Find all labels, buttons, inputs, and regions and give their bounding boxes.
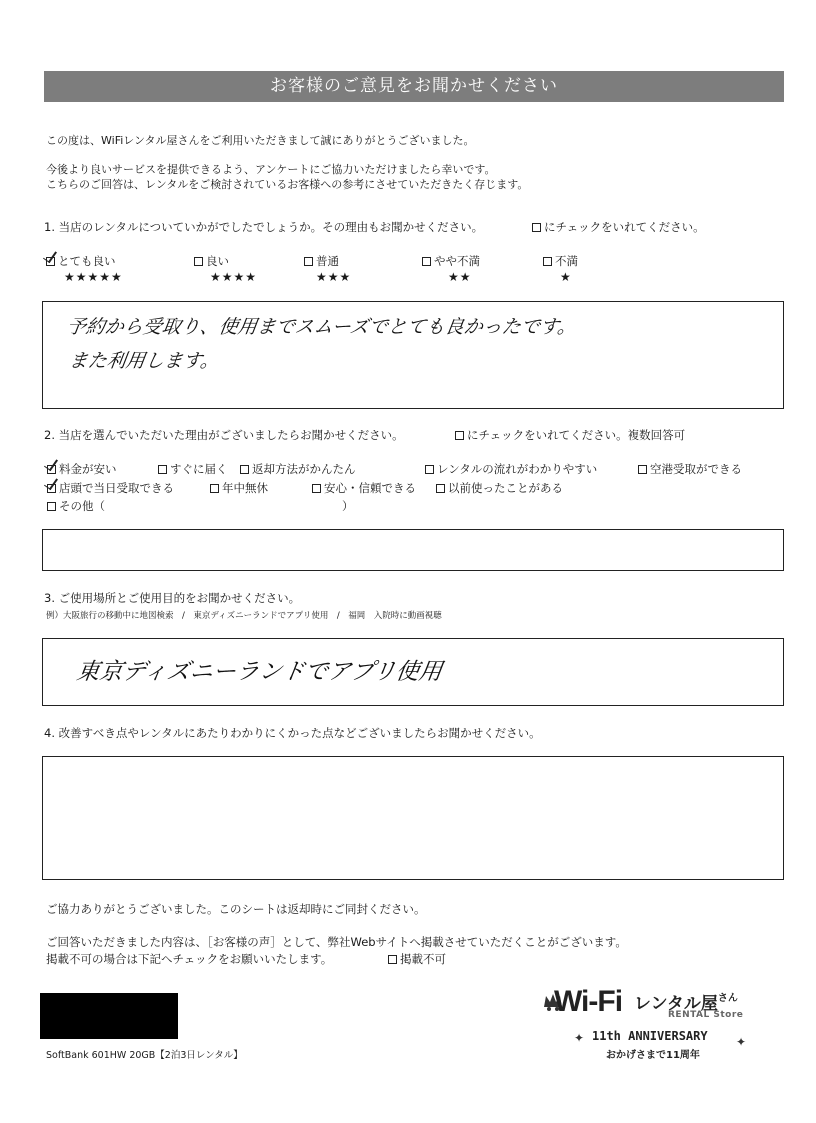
checkbox-icon[interactable] xyxy=(194,257,203,266)
checkbox-icon[interactable] xyxy=(240,465,249,474)
logo-anniversary-sub: おかげさまで11周年 xyxy=(606,1050,700,1061)
q1-stars-4: ★★★★ xyxy=(210,270,258,284)
q2-option-easy-flow[interactable]: レンタルの流れがわかりやすい xyxy=(425,462,597,476)
q2-other-close: ） xyxy=(342,499,354,513)
optout-checkbox[interactable]: 掲載不可 xyxy=(388,952,446,966)
intro-line-1: この度は、WiFiレンタル屋さんをご利用いただきまして誠にありがとうございました。 xyxy=(46,134,475,147)
q2-option-open-every-day[interactable]: 年中無休 xyxy=(210,481,268,495)
logo-rental-store: RENTAL Store xyxy=(668,1010,744,1020)
checkbox-icon[interactable] xyxy=(543,257,552,266)
q1-option-very-good[interactable]: とても良い xyxy=(46,254,116,268)
q1-answer-box[interactable] xyxy=(42,301,784,409)
product-info: SoftBank 601HW 20GB【2泊3日レンタル】 xyxy=(46,1050,243,1061)
q1-answer-line-2: また利用します。 xyxy=(67,350,221,372)
checkbox-icon[interactable] xyxy=(304,257,313,266)
footer-notice-1: ご回答いただきました内容は、［お客様の声］として、弊社Webサイトへ掲載させていただくことがございます。 xyxy=(46,935,627,949)
legend-checkbox-icon xyxy=(532,223,541,232)
q2-question: 2. 当店を選んでいただいた理由がございましたらお聞かせください。 xyxy=(44,428,404,442)
q2-option-used-before[interactable]: 以前使ったことがある xyxy=(436,481,563,495)
q4-answer-box[interactable] xyxy=(42,756,784,880)
checkbox-icon[interactable] xyxy=(422,257,431,266)
sparkle-icon: ✦ xyxy=(574,1031,585,1045)
q1-option-somewhat-dissatisfied[interactable]: やや不満 xyxy=(422,254,480,268)
q2-option-other[interactable]: その他（ xyxy=(47,499,105,513)
checkbox-checked-icon[interactable] xyxy=(46,257,55,266)
checkbox-icon[interactable] xyxy=(638,465,647,474)
q2-option-cheap[interactable]: 料金が安い xyxy=(47,462,117,476)
logo-anniversary: 11th ANNIVERSARY xyxy=(592,1029,708,1043)
checkbox-icon[interactable] xyxy=(436,484,445,493)
sparkle-icon: ✦ xyxy=(736,1035,747,1049)
q2-option-airport-pickup[interactable]: 空港受取ができる xyxy=(638,462,742,476)
q3-answer-box[interactable] xyxy=(42,638,784,706)
q1-stars-3: ★★★ xyxy=(316,270,352,284)
q3-question: 3. ご使用場所とご使用目的をお聞かせください。 xyxy=(44,591,301,605)
q1-stars-2: ★★ xyxy=(448,270,472,284)
checkbox-icon[interactable] xyxy=(312,484,321,493)
logo-wifi-text: Wi-Fi xyxy=(554,985,623,1018)
checkbox-icon[interactable] xyxy=(388,955,397,964)
q2-instruction: にチェックをいれてください。複数回答可 xyxy=(455,428,685,442)
q1-option-good[interactable]: 良い xyxy=(194,254,229,268)
footer-notice-2: 掲載不可の場合は下記へチェックをお願いいたします。 xyxy=(46,952,333,966)
checkbox-checked-icon[interactable] xyxy=(47,465,56,474)
q1-stars-5: ★★★★★ xyxy=(64,270,123,284)
q2-option-easy-return[interactable]: 返却方法がかんたん xyxy=(240,462,356,476)
q4-question: 4. 改善すべき点やレンタルにあたりわかりにくかった点などございましたらお聞かせください。 xyxy=(44,726,541,740)
q2-option-reliable[interactable]: 安心・信頼できる xyxy=(312,481,416,495)
q3-answer: 東京ディズニーランドでアプリ使用 xyxy=(74,659,444,685)
checkbox-icon[interactable] xyxy=(210,484,219,493)
checkbox-icon[interactable] xyxy=(158,465,167,474)
q2-answer-box[interactable] xyxy=(42,529,784,571)
checkbox-icon[interactable] xyxy=(47,502,56,511)
q1-option-dissatisfied[interactable]: 不満 xyxy=(543,254,578,268)
company-logo xyxy=(540,985,780,1065)
q1-answer-line-1: 予約から受取り、使用までスムーズでとても良かったです。 xyxy=(65,316,578,338)
q1-question: 1. 当店のレンタルについていかがでしたでしょうか。その理由もお聞かせください。 xyxy=(44,220,484,234)
q1-option-normal[interactable]: 普通 xyxy=(304,254,339,268)
q3-example: 例）大阪旅行の移動中に地図検索 / 東京ディズニーランドでアプリ使用 / 福岡 入院時に動画視聴 xyxy=(46,611,442,621)
redacted-block xyxy=(40,993,178,1039)
legend-checkbox-icon xyxy=(455,431,464,440)
q1-stars-1: ★ xyxy=(560,270,572,284)
intro-line-3: こちらのご回答は、レンタルをご検討されているお客様への参考にさせていただきたく存じます。 xyxy=(46,178,529,191)
q1-instruction: にチェックをいれてください。 xyxy=(532,220,705,234)
footer-thanks: ご協力ありがとうございました。このシートは返却時にご同封ください。 xyxy=(46,902,426,916)
q2-option-fast-delivery[interactable]: すぐに届く xyxy=(158,462,228,476)
checkbox-icon[interactable] xyxy=(425,465,434,474)
page-title: お客様のご意見をお聞かせください xyxy=(44,71,784,102)
intro-line-2: 今後より良いサービスを提供できるよう、アンケートにご協力いただけましたら幸いです。 xyxy=(46,163,496,176)
checkbox-checked-icon[interactable] xyxy=(47,484,56,493)
q2-option-store-same-day[interactable]: 店頭で当日受取できる xyxy=(47,481,174,495)
logo-rental-text: レンタル屋$^{さん}$ xyxy=(634,993,738,1014)
